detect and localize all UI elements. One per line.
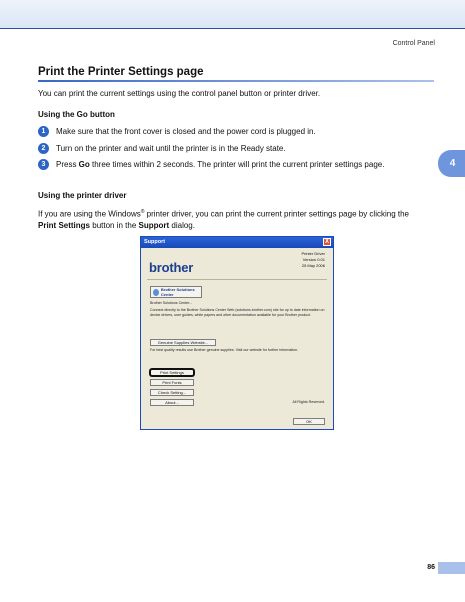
footer-bar: [438, 562, 465, 574]
header-rule: [0, 28, 465, 29]
intro-text: You can print the current settings using the control panel button or printer driver.: [38, 89, 321, 98]
supplies-description: For best quality results use Brother genuine supplies. Visit our website for further information.: [150, 348, 299, 352]
page-number: 86: [427, 564, 435, 571]
title-rule: [38, 80, 434, 82]
step-number-icon: 2: [38, 143, 49, 154]
dialog-title: Support: [144, 239, 166, 245]
go-heading: Using the Go button: [38, 110, 115, 119]
rights-text: All Rights Reserved.: [292, 400, 325, 404]
brother-logo: brother: [149, 260, 194, 275]
globe-icon: [153, 289, 159, 296]
chapter-tab: 4: [438, 150, 465, 177]
step-text: Make sure that the front cover is closed and the power cord is plugged in.: [56, 127, 316, 136]
step-text: Turn on the printer and wait until the printer is in the Ready state.: [56, 144, 286, 153]
check-setting-button[interactable]: Check Setting...: [150, 389, 194, 396]
step-number-icon: 1: [38, 126, 49, 137]
ok-button[interactable]: OK: [293, 418, 325, 425]
close-icon[interactable]: X: [324, 239, 329, 245]
page-title: Print the Printer Settings page: [38, 66, 204, 78]
dialog-titlebar: [141, 237, 333, 248]
dialog-divider: [147, 279, 327, 280]
header-band: [0, 0, 465, 28]
solutions-center-button[interactable]: Brother Solutions Center: [150, 286, 202, 298]
print-settings-button[interactable]: Print Settings: [150, 369, 194, 376]
step-text: Press Go three times within 2 seconds. The printer will print the current printer settings page.: [56, 160, 385, 169]
genuine-supplies-button[interactable]: Genuine Supplies Website...: [150, 339, 216, 346]
solutions-label: Brother Solutions Center...: [150, 301, 193, 305]
step-1: [38, 126, 316, 137]
print-fonts-button[interactable]: Print Fonts: [150, 379, 194, 386]
driver-info: Printer Driver Version 0.01 25 May 2006: [301, 251, 325, 268]
driver-heading: Using the printer driver: [38, 191, 127, 200]
step-number-icon: 3: [38, 159, 49, 170]
step-3: [38, 159, 384, 170]
driver-text: If you are using the Windows® printer driver, you can print the current printer settings page by clicking the Print Settings button in the Support dialog.: [38, 209, 409, 230]
section-name: Control Panel: [392, 40, 435, 47]
step-2: [38, 143, 286, 154]
solutions-description: Connect directly to the Brother Solutions Center Web (solutions.brother.com) site for up to date information on device drivers, user guides, white papers and other documentation available for your Brother product.: [150, 308, 325, 317]
support-dialog: [140, 236, 334, 430]
about-button[interactable]: About...: [150, 399, 194, 406]
